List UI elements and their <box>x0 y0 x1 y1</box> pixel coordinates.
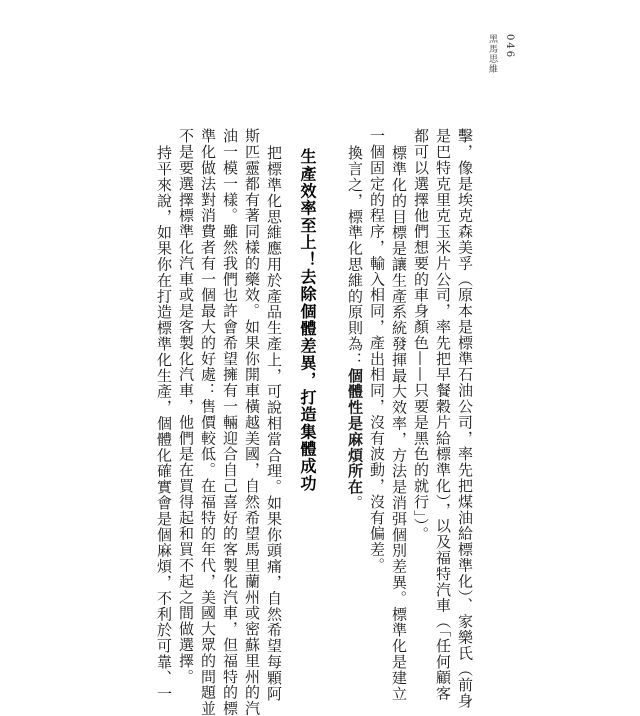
page-number: 046 <box>504 34 515 60</box>
paragraph-column-5: 一個固定的程序，輸入相同，產出相同，沒有波動，沒有偏差。 <box>368 128 386 574</box>
paragraph-column-3: 都可以選擇他們想要的車身顏色——只要是黑色的就行」）。 <box>412 128 430 543</box>
paragraph-column-10: 油一模一樣。雖然我們也許會希望擁有一輛迎合自己喜好的客製化汽車，但福特的標 <box>221 128 239 716</box>
paragraph-column-11: 準化做法對消費者有一個最大的好處：售價較低。在福特的年代，美國大眾的問題並 <box>199 128 217 716</box>
paragraph-column-6 <box>347 145 362 511</box>
paragraph-column-1: 擊，像是埃克森美孚（原本是標準石油公司，率先把煤油給標準化）、家樂氏（前身 <box>456 128 474 709</box>
principle-emphasis: 個體性是麻煩所在 <box>346 367 364 495</box>
paragraph-column-8: 把標準化思維應用於產品生產上，可說相當合理。如果你頭痛，自然希望每顆阿 <box>265 145 283 702</box>
section-heading: 生產效率至上！去除個體差異，打造集體成功 <box>298 148 317 492</box>
paragraph-column-12: 不是要選擇標準化汽車或是客製化汽車，他們是在買得起和買不起之間做選擇。 <box>177 128 195 685</box>
paragraph-column-9: 斯匹靈都有著同樣的藥效。如果你開車橫越美國，自然希望馬里蘭州或密蘇里州的汽 <box>243 128 261 716</box>
principle-lead-text: 換言之，標準化思維的原則為： <box>346 145 364 368</box>
paragraph-column-2: 是巴特克里克玉米片公司，率先把早餐穀片給標準化），以及福特汽車（「任何顧客 <box>434 128 452 702</box>
running-header-book-title: 黑馬思維 <box>487 34 497 74</box>
principle-tail: 。 <box>346 494 364 511</box>
paragraph-column-13: 持平來說，如果你在打造標準化生產，個體化確實會是個麻煩，不利於可靠、一 <box>155 145 173 702</box>
paragraph-column-4: 標準化的目標是讓生產系統發揮最大效率，方法是消弭個別差異。標準化是建立 <box>390 145 408 702</box>
